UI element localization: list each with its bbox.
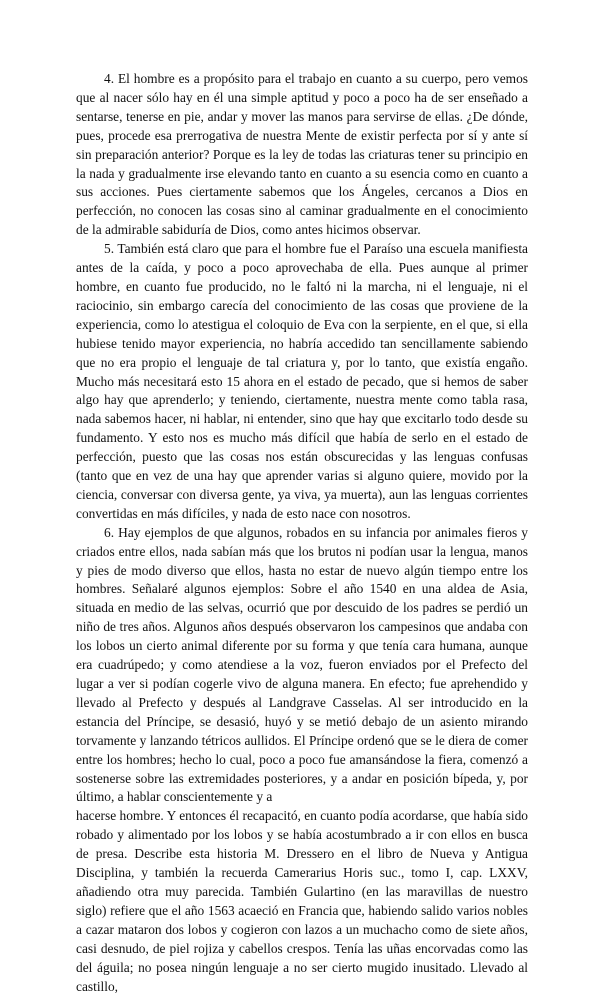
paragraph-6: 6. Hay ejemplos de que algunos, robados en su infancia por animales fieros y criados entre ellos, nada sabían más que los brutos ni podían usar la lengua, manos y pies de modo diverso que ellos, hasta no estar de nuevo algún tiempo entre los hombres. Señalaré algunos ejemplos: Sobre el año 1540 en una aldea de Asia, situada en medio de las selvas, ocurrió que por descuido de los padres se perdió un niño de tres años. Algunos años después observaron los campesinos que andaba con los lobos un cierto animal diferente por su forma y que tenía cara humana, aunque era cuadrúpedo; y como atendiese a la voz, fueron enviados por el Prefecto del lugar a ver si podían cogerle vivo de alguna manera. En efecto; fue aprehendido y llevado al Prefecto y después al Landgrave Casselas. Al ser introducido en la estancia del Príncipe, se desasió, huyó y se metió debajo de un asiento mirando torvamente y lanzando tétricos aullidos. El Príncipe ordenó que se le diera de comer entre los hombres; hecho lo cual, poco a poco fue amansándose la fiera, comenzó a sostenerse sobre las extremidades posteriores, y a andar en posición bípeda, y, por último, a hablar conscientemente y a	[76, 524, 528, 805]
paragraph-5: 5. También está claro que para el hombre fue el Paraíso una escuela manifiesta antes de la caída, y poco a poco aprovechaba de ella. Pues aunque al primer hombre, en cuanto fue producido, no le faltó ni la marcha, ni el lenguaje, ni el raciocinio, sin embargo carecía del conocimiento de las cosas que proviene de la experiencia, como lo atestigua el coloquio de Eva con la serpiente, en el que, si ella hubiese tenido mayor experiencia, no habría accedido tan sencillamente sabiendo que no era propio el lenguaje de tal criatura y, por lo tanto, que existía engaño. Mucho más necesitará esto 15 ahora en el estado de pecado, que si hemos de saber algo hay que aprenderlo; y teniendo, ciertamente, nuestra mente como tabla rasa, nada sabemos hacer, ni hablar, ni entender, sino que hay que excitarlo todo desde su fundamento. Y esto nos es mucho más difícil que había de serlo en el estado de perfección, puesto que las cosas nos están obscurecidas y las lenguas confusas (tanto que en vez de una hay que aprender varias si alguno quiere, movido por la ciencia, conversar con diversa gente, ya viva, ya muerta), aun las lenguas corrientes convertidas en más difíciles, y nada de esto nace con nosotros.	[76, 241, 528, 521]
paragraph-6-continuation: hacerse hombre. Y entonces él recapacitó, en cuanto podía acordarse, que había sido robado y alimentado por los lobos y se había acostumbrado a ir con ellos en busca de presa. Describe esta historia M. Dressero en el libro de Nueva y Antigua Disciplina, y también la recuerda Camerarius Horis suc., tomo I, cap. LXXV, añadiendo otra muy parecida. También Gulartino (en las maravillas de nuestro siglo) refiere que el año 1563 acaeció en Francia que, habiendo salido varios nobles a cazar mataron dos lobos y cogieron con lazos a un muchacho como de siete años, casi desnudo, de piel rojiza y cabellos crespos. Tenía las uñas encorvadas como las del águila; no posea ningún lenguaje a no ser cierto mugido inusitado. Llevado al castillo,	[76, 808, 528, 994]
paragraph-4: 4. El hombre es a propósito para el trabajo en cuanto a su cuerpo, pero vemos que al nacer sólo hay en él una simple aptitud y poco a poco ha de ser enseñado a sentarse, tenerse en pie, andar y mover las manos para servirse de ellas. ¿De dónde, pues, procede esa prerrogativa de nuestra Mente de existir perfecta por sí y ante sí sin preparación anterior? Porque es la ley de todas las criaturas tener su principio en la nada y gradualmente irse elevando tanto en cuanto a su esencia como en cuanto a sus acciones. Pues ciertamente sabemos que los Ángeles, cercanos a Dios en perfección, no conocen las cosas sino al caminar gradualmente en el conocimiento de la admirable sabiduría de Dios, como antes hicimos observar.	[76, 71, 528, 238]
document-page	[76, 70, 528, 996]
